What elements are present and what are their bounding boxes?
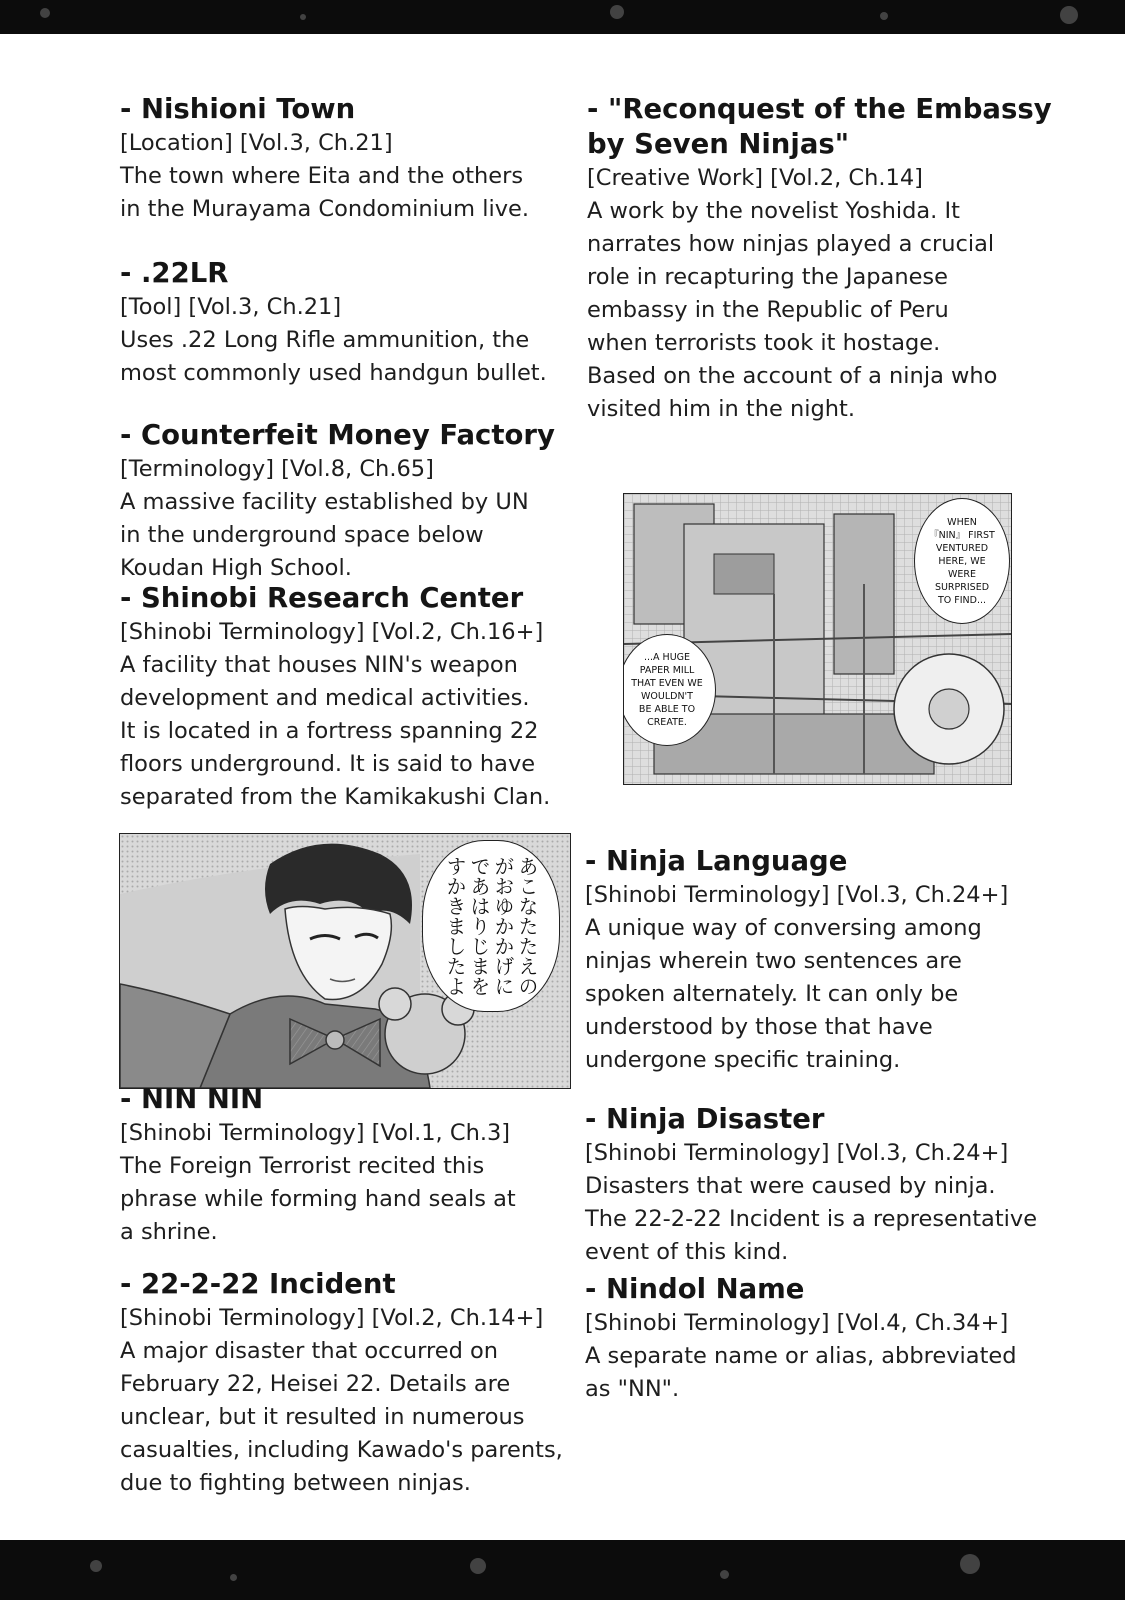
entry-title: - Ninja Language xyxy=(585,845,848,877)
entry-meta: [Terminology] [Vol.8, Ch.65] xyxy=(120,456,434,482)
entry-description: A unique way of conversing among ninjas wherein two sentences are spoken alternately. It can only be understood by those that have undergone specific training. xyxy=(585,915,982,1073)
glossary-entry-ninja-disaster xyxy=(585,1102,1095,1269)
entry-title: - Nindol Name xyxy=(585,1273,805,1305)
entry-description: A facility that houses NIN's weapon development and medical activities. It is located in a fortress spanning 22 floors underground. It is said to have separated from the Kamikakushi Clan. xyxy=(120,652,551,810)
glossary-entry-22-2-22-incident xyxy=(120,1267,590,1500)
glossary-entry-nin-nin xyxy=(120,1082,570,1249)
entry-description: A massive facility established by UN in the underground space below Koudan High School. xyxy=(120,489,529,581)
glossary-entry-shinobi-research-center xyxy=(120,581,570,814)
entry-title: - Ninja Disaster xyxy=(585,1103,825,1135)
speech-bubble-top: WHEN 『NIN』 FIRST VENTURED HERE, WE WERE SURPRISED TO FIND... xyxy=(914,498,1010,624)
entry-meta: [Shinobi Terminology] [Vol.1, Ch.3] xyxy=(120,1120,511,1146)
glossary-entry-nindol-name xyxy=(585,1272,1065,1406)
ink-speck xyxy=(960,1554,980,1574)
ink-speck xyxy=(1060,6,1078,24)
entry-description: The town where Eita and the others in the Murayama Condominium live. xyxy=(120,163,530,222)
ink-speck xyxy=(230,1574,237,1581)
entry-description: Disasters that were caused by ninja. The 22-2-22 Incident is a representative event of this kind. xyxy=(585,1173,1038,1265)
entry-meta: [Shinobi Terminology] [Vol.4, Ch.34+] xyxy=(585,1310,1009,1336)
entry-meta: [Shinobi Terminology] [Vol.3, Ch.24+] xyxy=(585,882,1009,908)
glossary-entry-ninja-language xyxy=(585,844,1065,1077)
glossary-entry-reconquest-of-embassy xyxy=(587,92,1067,426)
entry-meta: [Shinobi Terminology] [Vol.2, Ch.16+] xyxy=(120,619,544,645)
entry-meta: [Shinobi Terminology] [Vol.2, Ch.14+] xyxy=(120,1305,544,1331)
ink-speck xyxy=(470,1558,486,1574)
ink-speck xyxy=(40,8,50,18)
ink-speck xyxy=(90,1560,102,1572)
entry-meta: [Creative Work] [Vol.2, Ch.14] xyxy=(587,165,923,191)
entry-title: - Shinobi Research Center xyxy=(120,582,524,614)
entry-description: Uses .22 Long Rifle ammunition, the most commonly used handgun bullet. xyxy=(120,327,547,386)
entry-title: - "Reconquest of the Embassy by Seven Ninjas" xyxy=(587,93,1052,160)
entry-title: - .22LR xyxy=(120,257,229,289)
entry-meta: [Shinobi Terminology] [Vol.3, Ch.24+] xyxy=(585,1140,1009,1166)
ink-speck xyxy=(300,14,306,20)
manga-panel-boy xyxy=(119,833,571,1089)
entry-meta: [Location] [Vol.3, Ch.21] xyxy=(120,130,393,156)
ink-speck xyxy=(610,5,624,19)
entry-description: A major disaster that occurred on February 22, Heisei 22. Details are unclear, but it resulted in numerous casualties, including Kawado's parents, due to fighting between ninjas. xyxy=(120,1338,563,1496)
entry-description: The Foreign Terrorist recited this phrase while forming hand seals at a shrine. xyxy=(120,1153,516,1245)
entry-description: A work by the novelist Yoshida. It narrates how ninjas played a crucial role in recapturing the Japanese embassy in the Republic of Peru when terrorists took it hostage. Based on the account of a ninja who visited him in the night. xyxy=(587,198,998,422)
entry-title: - NIN NIN xyxy=(120,1083,264,1115)
bottom-border-band xyxy=(0,1540,1125,1600)
glossary-entry-nishioni-town xyxy=(120,92,570,226)
speech-bubble-left: ...A HUGE PAPER MILL THAT EVEN WE WOULDN'T BE ABLE TO CREATE. xyxy=(623,634,716,746)
speech-bubble-japanese xyxy=(422,840,560,1012)
manga-panel-factory xyxy=(623,493,1012,785)
entry-title: - Nishioni Town xyxy=(120,93,356,125)
bubble-text: あこなたたえの がおゆかかげに であはりじまを すかきましたよ xyxy=(443,856,539,996)
ink-speck xyxy=(720,1570,729,1579)
glossary-entry-22lr xyxy=(120,256,570,390)
entry-description: A separate name or alias, abbreviated as "NN". xyxy=(585,1343,1017,1402)
top-border-band xyxy=(0,0,1125,34)
entry-meta: [Tool] [Vol.3, Ch.21] xyxy=(120,294,342,320)
entry-title: - 22-2-22 Incident xyxy=(120,1268,396,1300)
glossary-entry-counterfeit-money-factory xyxy=(120,418,570,585)
entry-title: - Counterfeit Money Factory xyxy=(120,419,555,451)
ink-speck xyxy=(880,12,888,20)
